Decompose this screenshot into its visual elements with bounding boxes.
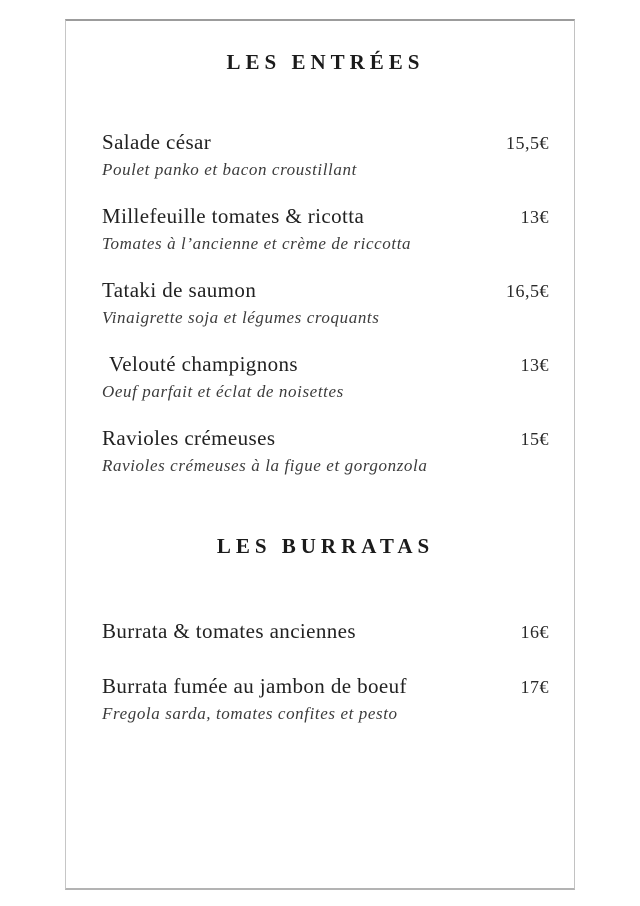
- dish-price: 15,5€: [506, 133, 549, 153]
- dish-description: Oeuf parfait et éclat de noisettes: [102, 382, 344, 401]
- dish-description: Vinaigrette soja et légumes croquants: [102, 308, 380, 327]
- menu-item: [102, 672, 549, 726]
- dish-name: Ravioles crémeuses: [102, 426, 276, 450]
- dish-description: Fregola sarda, tomates confites et pesto: [102, 704, 398, 723]
- entrees-list: [102, 128, 549, 478]
- dish-description: Ravioles crémeuses à la figue et gorgonzola: [102, 456, 428, 475]
- item-row: [102, 128, 549, 157]
- item-row: [102, 202, 549, 231]
- dish-price: 13€: [520, 207, 549, 227]
- section-title-burratas: LES BURRATAS: [216, 534, 435, 558]
- burratas-list: [102, 617, 549, 726]
- menu-page: [65, 19, 575, 890]
- dish-price: 16€: [520, 622, 549, 642]
- item-row: [102, 276, 549, 305]
- item-row: [102, 672, 549, 701]
- menu-item: [102, 424, 549, 478]
- dish-price: 16,5€: [506, 281, 549, 301]
- menu-item: [102, 350, 549, 404]
- dish-price: 13€: [520, 355, 549, 375]
- item-row: [102, 617, 549, 646]
- menu-item: [102, 202, 549, 256]
- item-row: [102, 350, 549, 379]
- menu-item: [102, 276, 549, 330]
- section-title-entrees: LES ENTRÉES: [226, 50, 425, 74]
- dish-name: Salade césar: [102, 130, 212, 154]
- dish-name: Burrata & tomates anciennes: [102, 619, 356, 643]
- dish-price: 15€: [520, 429, 549, 449]
- menu-item: [102, 617, 549, 646]
- dish-name: Burrata fumée au jambon de boeuf: [102, 674, 407, 698]
- dish-price: 17€: [520, 677, 549, 697]
- item-row: [102, 424, 549, 453]
- dish-name: Velouté champignons: [109, 352, 298, 376]
- dish-description: Poulet panko et bacon croustillant: [102, 160, 357, 179]
- dish-name: Millefeuille tomates & ricotta: [102, 204, 365, 228]
- menu-item: [102, 128, 549, 182]
- dish-description: Tomates à l’ancienne et crème de riccotta: [102, 234, 412, 253]
- dish-name: Tataki de saumon: [102, 278, 257, 302]
